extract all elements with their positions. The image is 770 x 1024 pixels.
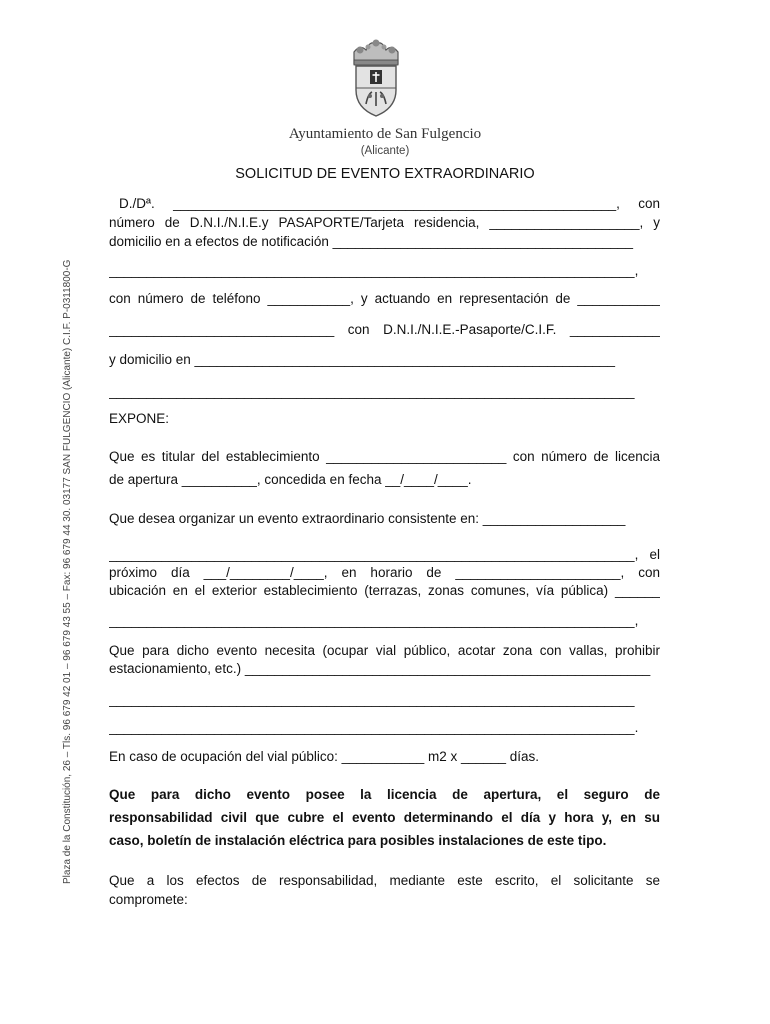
phone-representation-line: con número de teléfono ___________, y actuando en representación de ___________	[109, 291, 660, 306]
license-statement-line-1: Que para dicho evento posee la licencia de apertura, el seguro de	[109, 787, 660, 802]
needs-line: Que para dicho evento necesita (ocupar vial público, acotar zona con vallas, prohibir	[109, 643, 660, 658]
license-statement-line-3: caso, boletín de instalación eléctrica para posibles instalaciones de este tipo.	[109, 833, 607, 848]
coat-of-arms-logo	[346, 38, 406, 118]
blank-line: ______________________________________________________________________	[109, 692, 635, 707]
page-title: SOLICITUD DE EVENTO EXTRAORDINARIO	[235, 166, 535, 182]
event-continuation-line: ______________________________________________________________________, el	[109, 547, 660, 562]
blank-line: ______________________________________________________________________,	[109, 613, 639, 628]
represented-id-line: ______________________________ con D.N.I./N.I.E.-Pasaporte/C.I.F. ____________	[109, 322, 660, 337]
applicant-name-line: D./Dª. ___________________________________________________________, con	[119, 196, 660, 211]
establishment-line: Que es titular del establecimiento ________________________ con número de licencia	[109, 449, 660, 464]
province-name: (Alicante)	[360, 145, 410, 157]
crown-icon	[354, 40, 398, 66]
event-location-line: ubicación en el exterior establecimiento (terrazas, zonas comunes, vía pública) ______	[109, 583, 660, 598]
notification-address-line: domicilio en a efectos de notificación ________________________________________	[109, 234, 633, 249]
expone-heading: EXPONE:	[109, 411, 170, 426]
side-address-text: Plaza de la Constitución, 26 – Tls. 96 679 42 01 – 96 679 43 55 – Fax: 96 679 44 30. 03177 SAN FULGENCIO (Alicante) C.I.F. P-0311800-G	[62, 259, 73, 884]
blank-line: ______________________________________________________________________,	[109, 263, 639, 278]
needs-continuation-line: estacionamiento, etc.) ______________________________________________________	[109, 661, 651, 676]
commitment-line-2: compromete:	[109, 892, 188, 907]
domicile-line: y domicilio en ________________________________________________________	[109, 352, 615, 367]
public-road-occupation-line: En caso de ocupación del vial público: ___________ m2 x ______ días.	[109, 749, 540, 764]
event-date-line: próximo día ___/________/____, en horario de ______________________, con	[109, 565, 660, 580]
blank-line: ______________________________________________________________________.	[109, 720, 639, 735]
commitment-line-1: Que a los efectos de responsabilidad, mediante este escrito, el solicitante se	[109, 873, 660, 888]
license-statement-line-2: responsabilidad civil que cubre el evento determinando el día y hora y, en su	[109, 810, 660, 825]
id-document-line: número de D.N.I./N.I.E.y PASAPORTE/Tarjeta residencia, ____________________, y	[109, 215, 660, 230]
event-description-line: Que desea organizar un evento extraordinario consistente en: ___________________	[109, 511, 626, 526]
municipality-name: Ayuntamiento de San Fulgencio	[288, 126, 482, 142]
blank-line: ______________________________________________________________________	[109, 384, 635, 399]
opening-license-line: de apertura __________, concedida en fecha __/____/____.	[109, 472, 472, 487]
shield-icon	[356, 66, 396, 116]
